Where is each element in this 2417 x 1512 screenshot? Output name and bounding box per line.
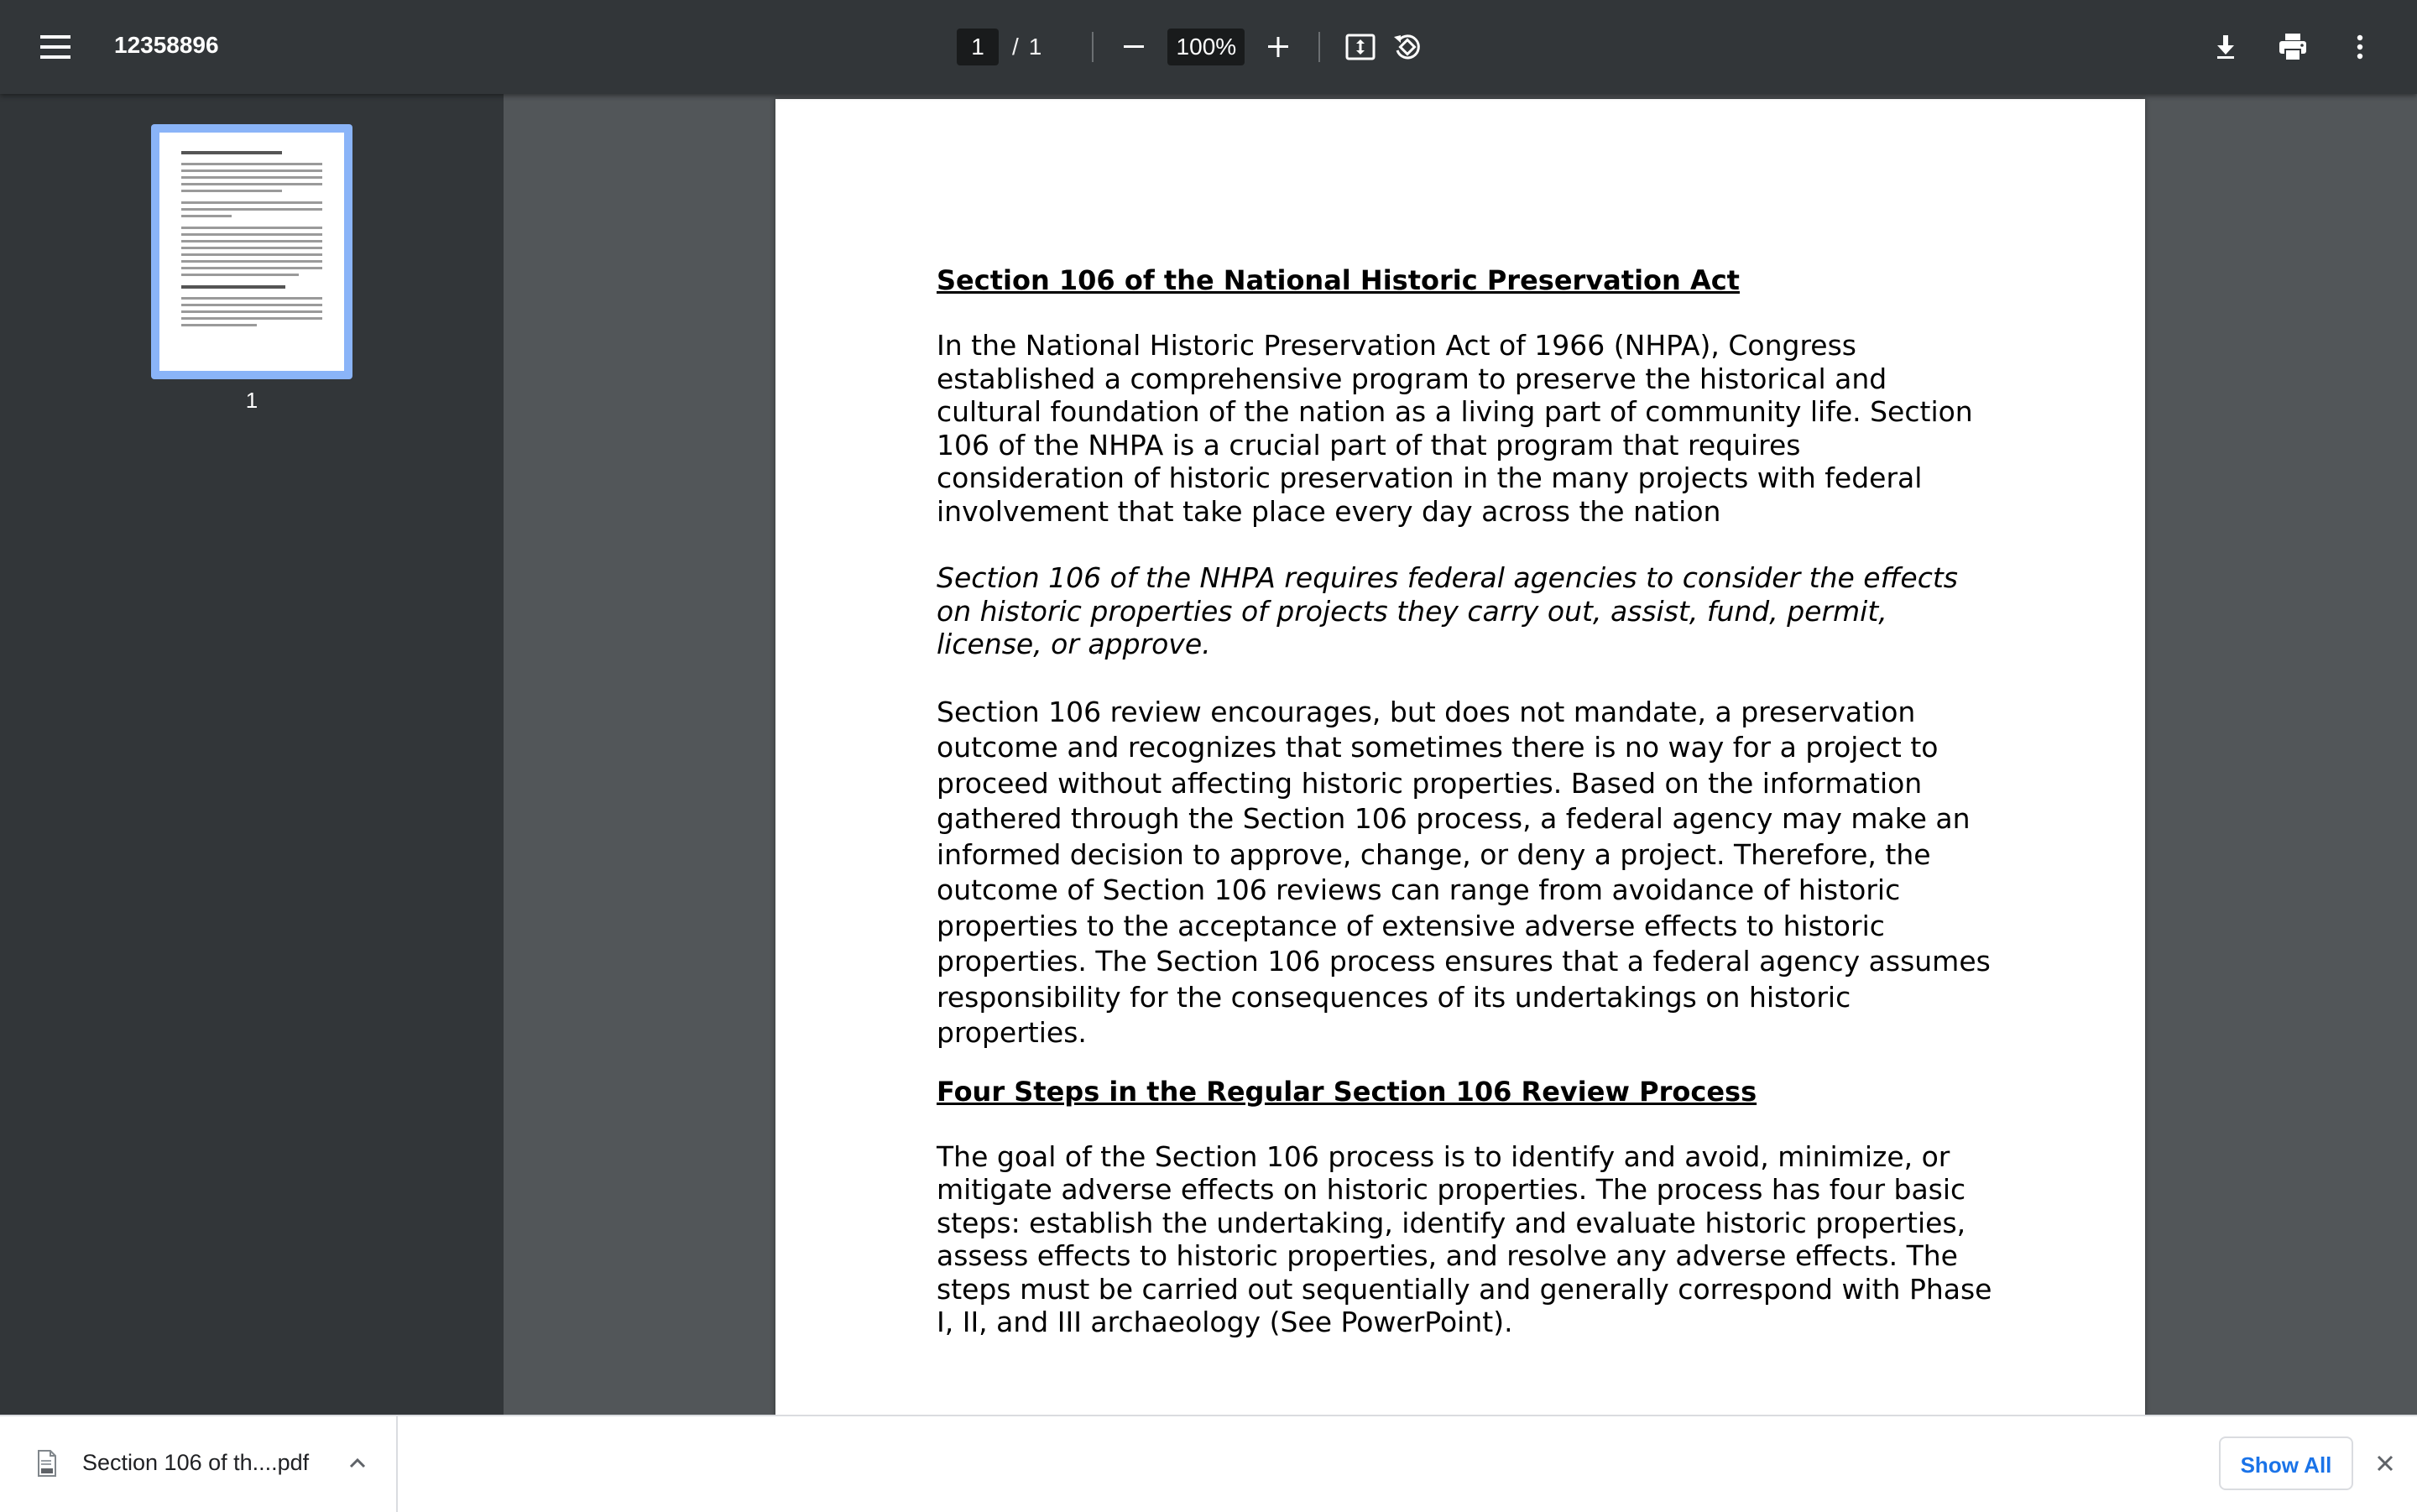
- thumbnail-sidebar: [0, 94, 504, 1415]
- paragraph-2: Section 106 of the NHPA requires federal agencies to consider the effects on historic properties of projects they carry out, assist, fund, permit, license, or approve.: [937, 561, 1958, 660]
- print-icon: [2276, 30, 2310, 64]
- minus-icon: [1120, 34, 1147, 60]
- pdf-viewer-area[interactable]: [504, 94, 2417, 1415]
- chevron-up-icon[interactable]: [344, 1450, 371, 1477]
- paragraph-4: The goal of the Section 106 process is to identify and avoid, minimize, or mitigate adverse effects on historic properties. The process has four basic steps: establish the undertaking, identify and evaluate historic properties, assess effects to historic properties, and resolve any adverse effects. The steps must be carried out sequentially and generally correspond with Phase I, II, and III archaeology (See PowerPoint).: [937, 1139, 1992, 1338]
- close-icon[interactable]: [2372, 1450, 2399, 1477]
- more-actions-button[interactable]: [2336, 23, 2383, 70]
- download-shelf: [0, 1415, 2417, 1512]
- section-heading-2: Four Steps in the Regular Section 106 Review Process: [937, 1075, 1757, 1108]
- document-title: 12358896: [114, 32, 219, 58]
- thumbnail-page-preview: [159, 133, 344, 371]
- zoom-out-button[interactable]: [1110, 23, 1157, 70]
- total-pages: 1: [1028, 34, 1042, 60]
- rotate-button[interactable]: [1384, 23, 1431, 70]
- download-button[interactable]: [2202, 23, 2249, 70]
- toolbar-divider: [1092, 32, 1094, 62]
- section-heading-1: Section 106 of the National Historic Preservation Act: [937, 264, 1740, 296]
- document-content: [937, 263, 1994, 1373]
- thumbnail-page-number: 1: [245, 388, 258, 413]
- fit-to-page-button[interactable]: [1337, 23, 1384, 70]
- plus-icon: [1265, 34, 1292, 60]
- print-button[interactable]: [2269, 23, 2316, 70]
- current-page-input[interactable]: 1: [957, 29, 999, 65]
- paragraph-3: Section 106 review encourages, but does not mandate, a preservation outcome and recognizes that sometimes there is no way for a project to proceed without affecting historic properties. Based on the information gathered through the Section 106 process, a federal agency may make an informed decision to approve, change, or deny a project. Therefore, the outcome of Section 106 reviews can range from avoidance of historic properties to the acceptance of extensive adverse effects to historic properties. The Section 106 process ensures that a federal agency assumes responsibility for the consequences of its undertakings on historic properties.: [937, 695, 1991, 1049]
- download-icon: [2211, 32, 2241, 62]
- pdf-page: [775, 99, 2145, 1415]
- hamburger-menu-icon[interactable]: [37, 30, 76, 64]
- fit-to-page-icon: [1344, 30, 1377, 64]
- download-item[interactable]: [0, 1416, 398, 1512]
- toolbar-right-actions: [2202, 23, 2383, 70]
- pdf-toolbar: [0, 0, 2417, 94]
- show-all-button[interactable]: Show All: [2219, 1436, 2353, 1490]
- zoom-level-input[interactable]: 100%: [1167, 29, 1245, 65]
- rotate-counterclockwise-icon: [1391, 30, 1424, 64]
- pdf-file-icon: [37, 1450, 57, 1477]
- paragraph-1: In the National Historic Preservation Act of 1966 (NHPA), Congress established a comprehensive program to preserve the historical and cultural foundation of the nation as a living part of community life. Section 106 of the NHPA is a crucial part of that program that requires consideration of historic preservation in the many projects with federal involvement that take place every day across the nation: [937, 329, 1973, 528]
- toolbar-divider: [1318, 32, 1320, 62]
- download-file-name: Section 106 of th....pdf: [82, 1450, 310, 1475]
- page-thumbnail-1[interactable]: [151, 124, 352, 379]
- zoom-in-button[interactable]: [1255, 23, 1302, 70]
- page-zoom-controls: [957, 23, 1431, 70]
- page-separator: /: [1012, 34, 1019, 60]
- more-vertical-icon: [2352, 30, 2368, 64]
